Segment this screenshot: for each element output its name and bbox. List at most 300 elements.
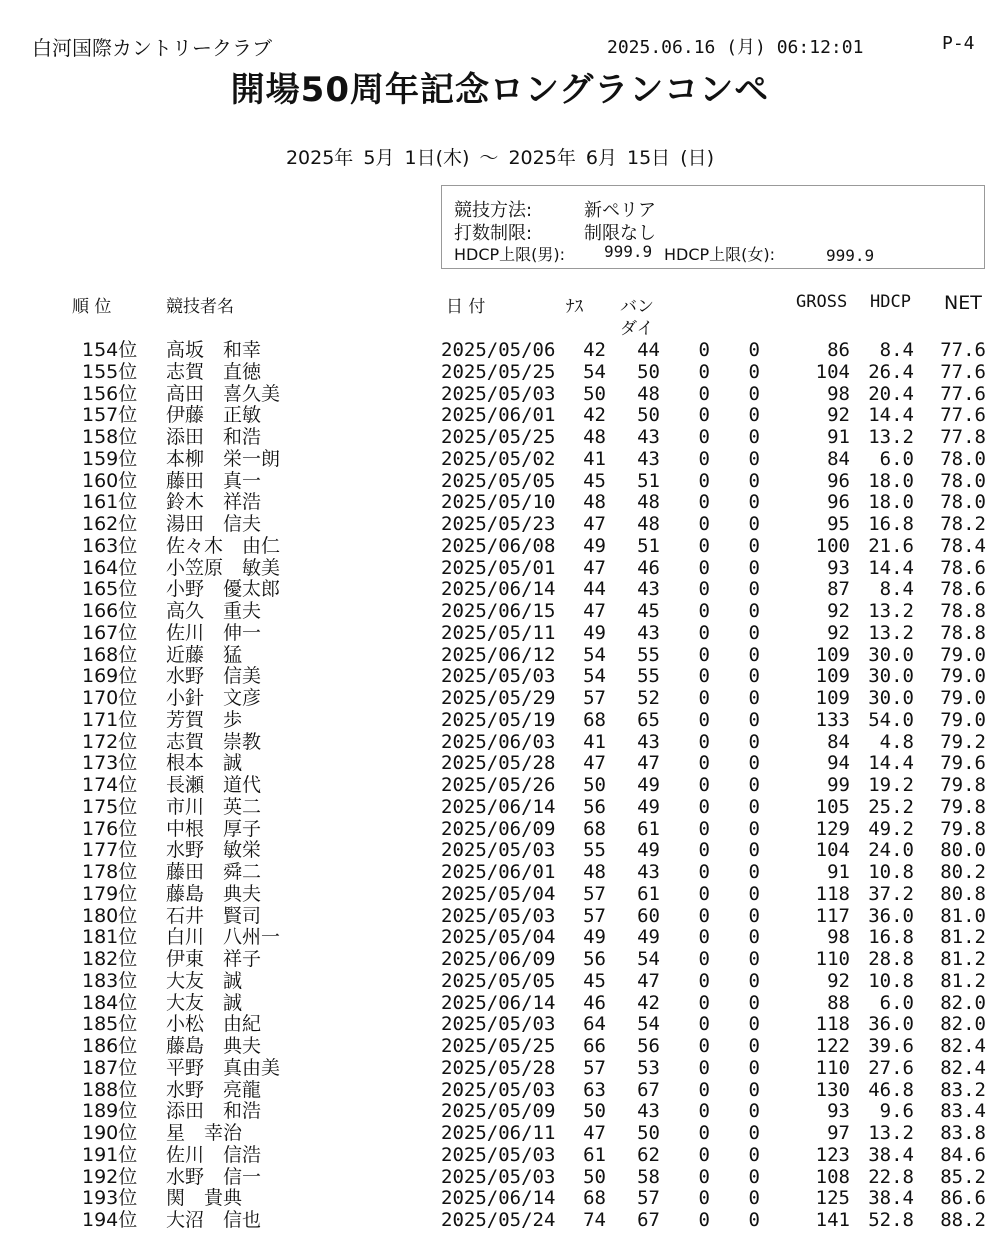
- net-cell: 81.2: [940, 948, 986, 970]
- date-cell: 2025/06/14: [441, 795, 556, 818]
- nasu-cell: 57: [583, 904, 606, 927]
- net-cell: 77.6: [940, 339, 986, 361]
- rank-cell: 170位: [82, 687, 138, 709]
- gross-cell: 104: [815, 839, 850, 862]
- table-row: [0, 1167, 1000, 1189]
- hdcp-cell: 46.8: [868, 1078, 914, 1101]
- table-row: [0, 666, 1000, 688]
- gross-cell: 130: [815, 1078, 850, 1101]
- rank-cell: 179位: [82, 882, 138, 905]
- gross-cell: 109: [815, 687, 850, 709]
- hdcp-cell: 20.4: [868, 382, 914, 405]
- name-cell: 志賀 崇教: [166, 730, 262, 753]
- gross-cell: 87: [827, 578, 850, 601]
- table-row: [0, 1145, 1000, 1167]
- zero-cell-2: 0: [748, 948, 760, 970]
- name-cell: 佐川 伸一: [166, 621, 262, 644]
- hdcp-cell: 27.6: [868, 1056, 914, 1079]
- name-cell: 石井 賢司: [166, 904, 262, 927]
- banda-cell: 57: [637, 1187, 660, 1210]
- zero-cell-2: 0: [748, 600, 760, 622]
- nasu-cell: 47: [583, 513, 606, 535]
- hdcp-cell: 39.6: [868, 1035, 914, 1057]
- name-cell: 小針 文彦: [166, 687, 262, 709]
- hdcp-cell: 14.4: [868, 752, 914, 775]
- date-cell: 2025/05/03: [441, 1078, 556, 1101]
- hdcp-cell: 10.8: [868, 861, 914, 883]
- rank-cell: 154位: [82, 339, 138, 361]
- date-cell: 2025/05/01: [441, 556, 556, 579]
- name-cell: 近藤 猛: [166, 643, 243, 666]
- date-cell: 2025/05/25: [441, 1035, 556, 1057]
- rank-cell: 175位: [82, 795, 138, 818]
- net-cell: 81.2: [940, 969, 986, 992]
- date-cell: 2025/05/03: [441, 839, 556, 862]
- zero-cell-1: 0: [698, 795, 710, 818]
- gross-cell: 110: [815, 948, 850, 970]
- name-cell: 大友 誠: [166, 991, 243, 1014]
- banda-cell: 47: [637, 969, 660, 992]
- header-nasu: ﾅｽ: [566, 297, 583, 317]
- date-cell: 2025/05/04: [441, 882, 556, 905]
- nasu-cell: 57: [583, 687, 606, 709]
- zero-cell-2: 0: [748, 882, 760, 905]
- zero-cell-1: 0: [698, 339, 710, 361]
- rank-cell: 187位: [82, 1056, 138, 1079]
- zero-cell-1: 0: [698, 1122, 710, 1144]
- hdcp-cell: 37.2: [868, 882, 914, 905]
- zero-cell-2: 0: [748, 1209, 760, 1231]
- zero-cell-1: 0: [698, 817, 710, 840]
- nasu-cell: 47: [583, 1122, 606, 1144]
- hdcp-cell: 38.4: [868, 1143, 914, 1166]
- zero-cell-1: 0: [698, 861, 710, 883]
- zero-cell-1: 0: [698, 600, 710, 622]
- hdcp-cell: 4.8: [879, 730, 914, 753]
- rank-cell: 176位: [82, 817, 138, 840]
- hdcp-cell: 26.4: [868, 360, 914, 383]
- banda-cell: 43: [637, 1100, 660, 1123]
- table-row: [0, 405, 1000, 427]
- zero-cell-2: 0: [748, 1143, 760, 1166]
- zero-cell-2: 0: [748, 1165, 760, 1188]
- gross-cell: 104: [815, 360, 850, 383]
- name-cell: 高久 重夫: [166, 600, 262, 622]
- net-cell: 79.0: [940, 643, 986, 666]
- zero-cell-2: 0: [748, 817, 760, 840]
- rank-cell: 193位: [82, 1187, 138, 1210]
- rank-cell: 178位: [82, 861, 138, 883]
- hdcp-cell: 36.0: [868, 1013, 914, 1036]
- date-cell: 2025/05/29: [441, 687, 556, 709]
- gross-cell: 141: [815, 1209, 850, 1231]
- name-cell: 藤島 典夫: [166, 882, 262, 905]
- zero-cell-1: 0: [698, 1035, 710, 1057]
- hdcp-cell: 9.6: [879, 1100, 914, 1123]
- zero-cell-1: 0: [698, 1056, 710, 1079]
- zero-cell-1: 0: [698, 969, 710, 992]
- zero-cell-1: 0: [698, 469, 710, 492]
- hdcp-cell: 14.4: [868, 556, 914, 579]
- rank-cell: 181位: [82, 926, 138, 949]
- table-row: [0, 971, 1000, 993]
- banda-cell: 43: [637, 426, 660, 448]
- table-row: [0, 753, 1000, 775]
- gross-cell: 92: [827, 621, 850, 644]
- net-cell: 78.0: [940, 447, 986, 470]
- rank-cell: 162位: [82, 513, 138, 535]
- banda-cell: 43: [637, 621, 660, 644]
- name-cell: 中根 厚子: [166, 817, 262, 840]
- table-row: [0, 579, 1000, 601]
- table-row: [0, 884, 1000, 906]
- net-cell: 82.0: [940, 1013, 986, 1036]
- hdcp-cell: 30.0: [868, 687, 914, 709]
- hdcp-cell: 8.4: [879, 578, 914, 601]
- date-cell: 2025/06/01: [441, 404, 556, 427]
- nasu-cell: 63: [583, 1078, 606, 1101]
- results-table: [0, 340, 1000, 1232]
- print-datetime: 2025.06.16 (月) 06:12:01: [607, 37, 864, 58]
- table-row: [0, 927, 1000, 949]
- gross-cell: 98: [827, 382, 850, 405]
- date-cell: 2025/05/03: [441, 665, 556, 688]
- nasu-cell: 66: [583, 1035, 606, 1057]
- name-cell: 添田 和浩: [166, 1100, 262, 1123]
- table-row: [0, 449, 1000, 471]
- net-cell: 82.4: [940, 1035, 986, 1057]
- net-cell: 79.8: [940, 774, 986, 796]
- date-cell: 2025/05/03: [441, 904, 556, 927]
- zero-cell-2: 0: [748, 969, 760, 992]
- gross-cell: 110: [815, 1056, 850, 1079]
- date-cell: 2025/05/11: [441, 621, 556, 644]
- rank-cell: 161位: [82, 491, 138, 514]
- zero-cell-1: 0: [698, 708, 710, 731]
- rank-cell: 191位: [82, 1143, 138, 1166]
- zero-cell-2: 0: [748, 643, 760, 666]
- nasu-cell: 68: [583, 817, 606, 840]
- name-cell: 水野 信美: [166, 665, 262, 688]
- gross-cell: 99: [827, 774, 850, 796]
- banda-cell: 47: [637, 752, 660, 775]
- hdcp-male-value: 999.9: [604, 242, 653, 261]
- gross-cell: 122: [815, 1035, 850, 1057]
- banda-cell: 52: [637, 687, 660, 709]
- net-cell: 83.4: [940, 1100, 986, 1123]
- table-row: [0, 1123, 1000, 1145]
- date-cell: 2025/05/02: [441, 447, 556, 470]
- nasu-cell: 47: [583, 752, 606, 775]
- hdcp-cell: 22.8: [868, 1165, 914, 1188]
- zero-cell-2: 0: [748, 665, 760, 688]
- nasu-cell: 48: [583, 491, 606, 514]
- name-cell: 本柳 栄一朗: [166, 447, 281, 470]
- gross-cell: 133: [815, 708, 850, 731]
- gross-cell: 105: [815, 795, 850, 818]
- hdcp-cell: 13.2: [868, 426, 914, 448]
- date-cell: 2025/06/11: [441, 1122, 556, 1144]
- net-cell: 82.0: [940, 991, 986, 1014]
- rank-cell: 167位: [82, 621, 138, 644]
- zero-cell-1: 0: [698, 730, 710, 753]
- header-gross: GROSS: [796, 292, 848, 312]
- zero-cell-2: 0: [748, 926, 760, 949]
- zero-cell-2: 0: [748, 447, 760, 470]
- nasu-cell: 46: [583, 991, 606, 1014]
- table-row: [0, 840, 1000, 862]
- date-cell: 2025/05/03: [441, 1013, 556, 1036]
- net-cell: 78.8: [940, 600, 986, 622]
- rank-cell: 171位: [82, 708, 138, 731]
- zero-cell-2: 0: [748, 426, 760, 448]
- banda-cell: 48: [637, 491, 660, 514]
- zero-cell-1: 0: [698, 882, 710, 905]
- banda-cell: 50: [637, 360, 660, 383]
- banda-cell: 50: [637, 1122, 660, 1144]
- table-row: [0, 427, 1000, 449]
- rules-box: [441, 185, 985, 269]
- gross-cell: 96: [827, 469, 850, 492]
- net-cell: 77.6: [940, 404, 986, 427]
- name-cell: 白川 八州一: [166, 926, 281, 949]
- date-cell: 2025/05/25: [441, 360, 556, 383]
- hdcp-cell: 16.8: [868, 513, 914, 535]
- zero-cell-2: 0: [748, 1078, 760, 1101]
- zero-cell-2: 0: [748, 578, 760, 601]
- zero-cell-2: 0: [748, 1035, 760, 1057]
- zero-cell-1: 0: [698, 491, 710, 514]
- gross-cell: 118: [815, 882, 850, 905]
- banda-cell: 53: [637, 1056, 660, 1079]
- rank-cell: 172位: [82, 730, 138, 753]
- name-cell: 小野 優太郎: [166, 578, 281, 601]
- table-row: [0, 384, 1000, 406]
- gross-cell: 108: [815, 1165, 850, 1188]
- zero-cell-2: 0: [748, 491, 760, 514]
- date-cell: 2025/05/04: [441, 926, 556, 949]
- hdcp-cell: 13.2: [868, 621, 914, 644]
- net-cell: 78.6: [940, 578, 986, 601]
- table-row: [0, 797, 1000, 819]
- nasu-cell: 57: [583, 1056, 606, 1079]
- rank-cell: 182位: [82, 948, 138, 970]
- name-cell: 長瀬 道代: [166, 774, 262, 796]
- table-row: [0, 906, 1000, 928]
- zero-cell-2: 0: [748, 556, 760, 579]
- table-row: [0, 1210, 1000, 1232]
- date-cell: 2025/06/09: [441, 948, 556, 970]
- banda-cell: 45: [637, 600, 660, 622]
- banda-cell: 49: [637, 926, 660, 949]
- net-cell: 78.2: [940, 513, 986, 535]
- date-cell: 2025/06/14: [441, 1187, 556, 1210]
- table-row: [0, 362, 1000, 384]
- zero-cell-2: 0: [748, 795, 760, 818]
- rank-cell: 155位: [82, 360, 138, 383]
- name-cell: 志賀 直徳: [166, 360, 262, 383]
- date-cell: 2025/05/03: [441, 382, 556, 405]
- hdcp-cell: 25.2: [868, 795, 914, 818]
- name-cell: 市川 英二: [166, 795, 262, 818]
- banda-cell: 58: [637, 1165, 660, 1188]
- name-cell: 小笠原 敏美: [166, 556, 281, 579]
- hdcp-cell: 49.2: [868, 817, 914, 840]
- hdcp-cell: 13.2: [868, 600, 914, 622]
- limit-value: 制限なし: [584, 223, 656, 244]
- gross-cell: 88: [827, 991, 850, 1014]
- hdcp-cell: 30.0: [868, 665, 914, 688]
- hdcp-cell: 8.4: [879, 339, 914, 361]
- net-cell: 83.8: [940, 1122, 986, 1144]
- gross-cell: 94: [827, 752, 850, 775]
- nasu-cell: 68: [583, 708, 606, 731]
- gross-cell: 123: [815, 1143, 850, 1166]
- page-title: 開場50周年記念ロングランコンペ: [230, 70, 770, 110]
- banda-cell: 61: [637, 882, 660, 905]
- hdcp-cell: 28.8: [868, 948, 914, 970]
- zero-cell-1: 0: [698, 1165, 710, 1188]
- hdcp-cell: 10.8: [868, 969, 914, 992]
- gross-cell: 86: [827, 339, 850, 361]
- rank-cell: 180位: [82, 904, 138, 927]
- table-row: [0, 1036, 1000, 1058]
- banda-cell: 48: [637, 513, 660, 535]
- zero-cell-2: 0: [748, 621, 760, 644]
- date-cell: 2025/05/26: [441, 774, 556, 796]
- nasu-cell: 55: [583, 839, 606, 862]
- header-net: NET: [944, 292, 982, 314]
- net-cell: 79.8: [940, 795, 986, 818]
- nasu-cell: 48: [583, 861, 606, 883]
- rank-cell: 185位: [82, 1013, 138, 1036]
- gross-cell: 93: [827, 1100, 850, 1123]
- zero-cell-1: 0: [698, 643, 710, 666]
- table-row: [0, 1058, 1000, 1080]
- page-number: P-4: [942, 33, 975, 54]
- zero-cell-2: 0: [748, 404, 760, 427]
- name-cell: 佐川 信浩: [166, 1143, 262, 1166]
- net-cell: 78.4: [940, 534, 986, 557]
- hdcp-cell: 16.8: [868, 926, 914, 949]
- nasu-cell: 45: [583, 969, 606, 992]
- zero-cell-1: 0: [698, 534, 710, 557]
- net-cell: 77.6: [940, 382, 986, 405]
- zero-cell-1: 0: [698, 1187, 710, 1210]
- zero-cell-1: 0: [698, 1209, 710, 1231]
- club-name: 白河国際カントリークラブ: [32, 36, 272, 60]
- banda-cell: 54: [637, 948, 660, 970]
- rank-cell: 166位: [82, 600, 138, 622]
- zero-cell-1: 0: [698, 1078, 710, 1101]
- net-cell: 79.2: [940, 730, 986, 753]
- nasu-cell: 49: [583, 534, 606, 557]
- net-cell: 78.0: [940, 491, 986, 514]
- zero-cell-1: 0: [698, 360, 710, 383]
- zero-cell-2: 0: [748, 730, 760, 753]
- nasu-cell: 50: [583, 1165, 606, 1188]
- banda-cell: 43: [637, 861, 660, 883]
- banda-cell: 50: [637, 404, 660, 427]
- banda-cell: 67: [637, 1209, 660, 1231]
- table-row: [0, 492, 1000, 514]
- rank-cell: 157位: [82, 404, 138, 427]
- rank-cell: 173位: [82, 752, 138, 775]
- table-row: [0, 688, 1000, 710]
- zero-cell-2: 0: [748, 752, 760, 775]
- table-row: [0, 819, 1000, 841]
- hdcp-cell: 38.4: [868, 1187, 914, 1210]
- nasu-cell: 54: [583, 360, 606, 383]
- nasu-cell: 42: [583, 404, 606, 427]
- hdcp-cell: 52.8: [868, 1209, 914, 1231]
- gross-cell: 118: [815, 1013, 850, 1036]
- rank-cell: 192位: [82, 1165, 138, 1188]
- table-row: [0, 1014, 1000, 1036]
- name-cell: 平野 真由美: [166, 1056, 281, 1079]
- method-label: 競技方法:: [454, 200, 533, 221]
- header-date: 日 付: [446, 297, 486, 317]
- zero-cell-1: 0: [698, 1143, 710, 1166]
- nasu-cell: 48: [583, 426, 606, 448]
- zero-cell-1: 0: [698, 404, 710, 427]
- banda-cell: 44: [637, 339, 660, 361]
- gross-cell: 84: [827, 730, 850, 753]
- date-cell: 2025/06/08: [441, 534, 556, 557]
- rank-cell: 169位: [82, 665, 138, 688]
- name-cell: 水野 信一: [166, 1165, 262, 1188]
- banda-cell: 42: [637, 991, 660, 1014]
- net-cell: 79.0: [940, 687, 986, 709]
- name-cell: 湯田 信夫: [166, 513, 262, 535]
- zero-cell-1: 0: [698, 948, 710, 970]
- net-cell: 79.0: [940, 708, 986, 731]
- date-cell: 2025/05/09: [441, 1100, 556, 1123]
- zero-cell-1: 0: [698, 774, 710, 796]
- header-hdcp: HDCP: [870, 292, 911, 312]
- table-row: [0, 1101, 1000, 1123]
- zero-cell-1: 0: [698, 665, 710, 688]
- table-row: [0, 340, 1000, 362]
- net-cell: 79.6: [940, 752, 986, 775]
- name-cell: 関 貴典: [166, 1187, 243, 1210]
- nasu-cell: 56: [583, 795, 606, 818]
- gross-cell: 109: [815, 665, 850, 688]
- name-cell: 佐々木 由仁: [166, 534, 281, 557]
- rank-cell: 190位: [82, 1122, 138, 1144]
- banda-cell: 65: [637, 708, 660, 731]
- zero-cell-2: 0: [748, 774, 760, 796]
- gross-cell: 98: [827, 926, 850, 949]
- date-cell: 2025/06/09: [441, 817, 556, 840]
- nasu-cell: 41: [583, 730, 606, 753]
- date-cell: 2025/05/24: [441, 1209, 556, 1231]
- rank-cell: 174位: [82, 774, 138, 796]
- table-row: [0, 558, 1000, 580]
- header-banda-2: ダイ: [620, 319, 654, 339]
- name-cell: 星 幸治: [166, 1122, 243, 1144]
- banda-cell: 61: [637, 817, 660, 840]
- table-row: [0, 993, 1000, 1015]
- zero-cell-1: 0: [698, 991, 710, 1014]
- zero-cell-2: 0: [748, 534, 760, 557]
- nasu-cell: 50: [583, 382, 606, 405]
- date-cell: 2025/05/10: [441, 491, 556, 514]
- table-row: [0, 949, 1000, 971]
- zero-cell-1: 0: [698, 578, 710, 601]
- zero-cell-1: 0: [698, 621, 710, 644]
- banda-cell: 55: [637, 665, 660, 688]
